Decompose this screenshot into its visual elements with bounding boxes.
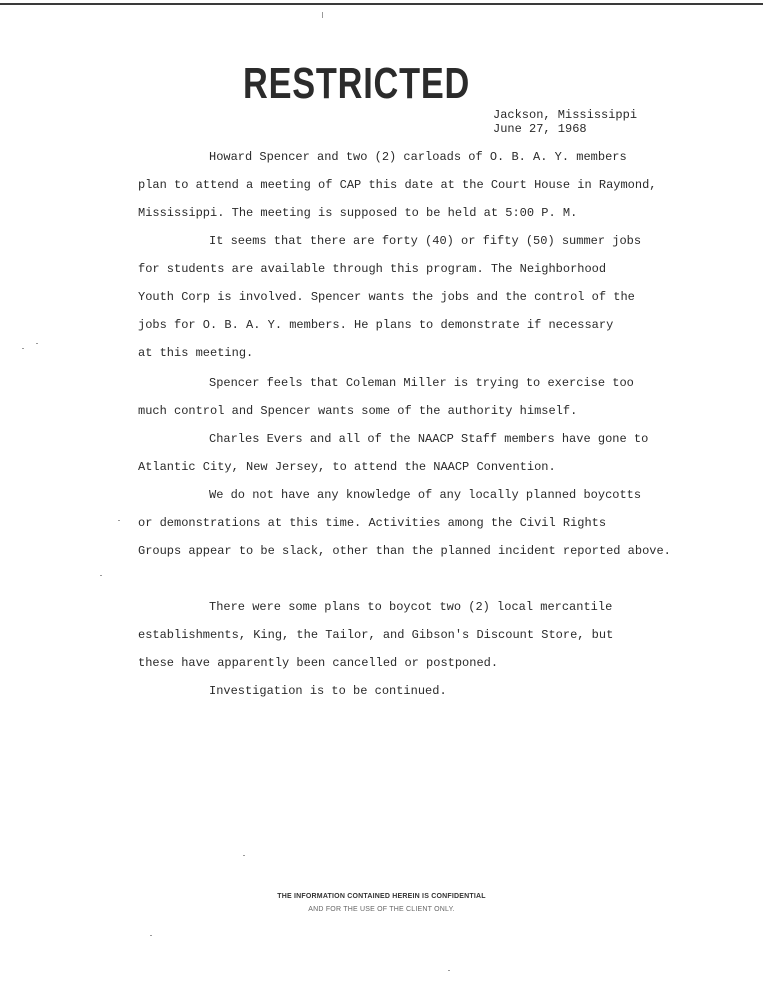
scan-speck xyxy=(100,575,102,576)
body-line: Investigation is to be continued. xyxy=(209,684,447,698)
confidential-notice-line-2: AND FOR THE USE OF THE CLIENT ONLY. xyxy=(308,906,455,913)
scan-speck xyxy=(150,935,152,936)
body-line: Groups appear to be slack, other than the planned incident reported above. xyxy=(138,544,671,558)
scan-speck xyxy=(22,348,24,349)
top-edge-rule xyxy=(0,3,763,5)
restricted-stamp: RESTRICTED xyxy=(243,59,471,108)
dateline-date: June 27, 1968 xyxy=(493,122,587,136)
scan-speck xyxy=(243,855,245,856)
scan-speck xyxy=(322,12,323,18)
body-line: at this meeting. xyxy=(138,346,254,360)
body-line: establishments, King, the Tailor, and Gibson's Discount Store, but xyxy=(138,628,614,642)
body-line: It seems that there are forty (40) or fifty (50) summer jobs xyxy=(209,234,642,248)
confidential-notice-line-1: THE INFORMATION CONTAINED HEREIN IS CONFIDENTIAL xyxy=(277,893,486,900)
scan-speck xyxy=(448,970,450,971)
body-line: plan to attend a meeting of CAP this date at the Court House in Raymond, xyxy=(138,178,657,192)
body-line: There were some plans to boycot two (2) local mercantile xyxy=(209,600,613,614)
body-line: jobs for O. B. A. Y. members. He plans to demonstrate if necessary xyxy=(138,318,614,332)
body-line: much control and Spencer wants some of the authority himself. xyxy=(138,404,578,418)
body-line: Spencer feels that Coleman Miller is trying to exercise too xyxy=(209,376,634,390)
body-line: for students are available through this program. The Neighborhood xyxy=(138,262,607,276)
body-line: We do not have any knowledge of any locally planned boycotts xyxy=(209,488,642,502)
body-line: or demonstrations at this time. Activities among the Civil Rights xyxy=(138,516,607,530)
dateline-place: Jackson, Mississippi xyxy=(493,108,638,122)
body-line: Charles Evers and all of the NAACP Staff members have gone to xyxy=(209,432,649,446)
scan-speck xyxy=(36,343,38,344)
body-line: Youth Corp is involved. Spencer wants the jobs and the control of the xyxy=(138,290,635,304)
body-line: Mississippi. The meeting is supposed to be held at 5:00 P. M. xyxy=(138,206,578,220)
body-line: these have apparently been cancelled or postponed. xyxy=(138,656,499,670)
body-line: Atlantic City, New Jersey, to attend the NAACP Convention. xyxy=(138,460,556,474)
scan-speck xyxy=(118,520,120,521)
dateline xyxy=(493,108,637,136)
body-line: Howard Spencer and two (2) carloads of O. B. A. Y. members xyxy=(209,150,627,164)
